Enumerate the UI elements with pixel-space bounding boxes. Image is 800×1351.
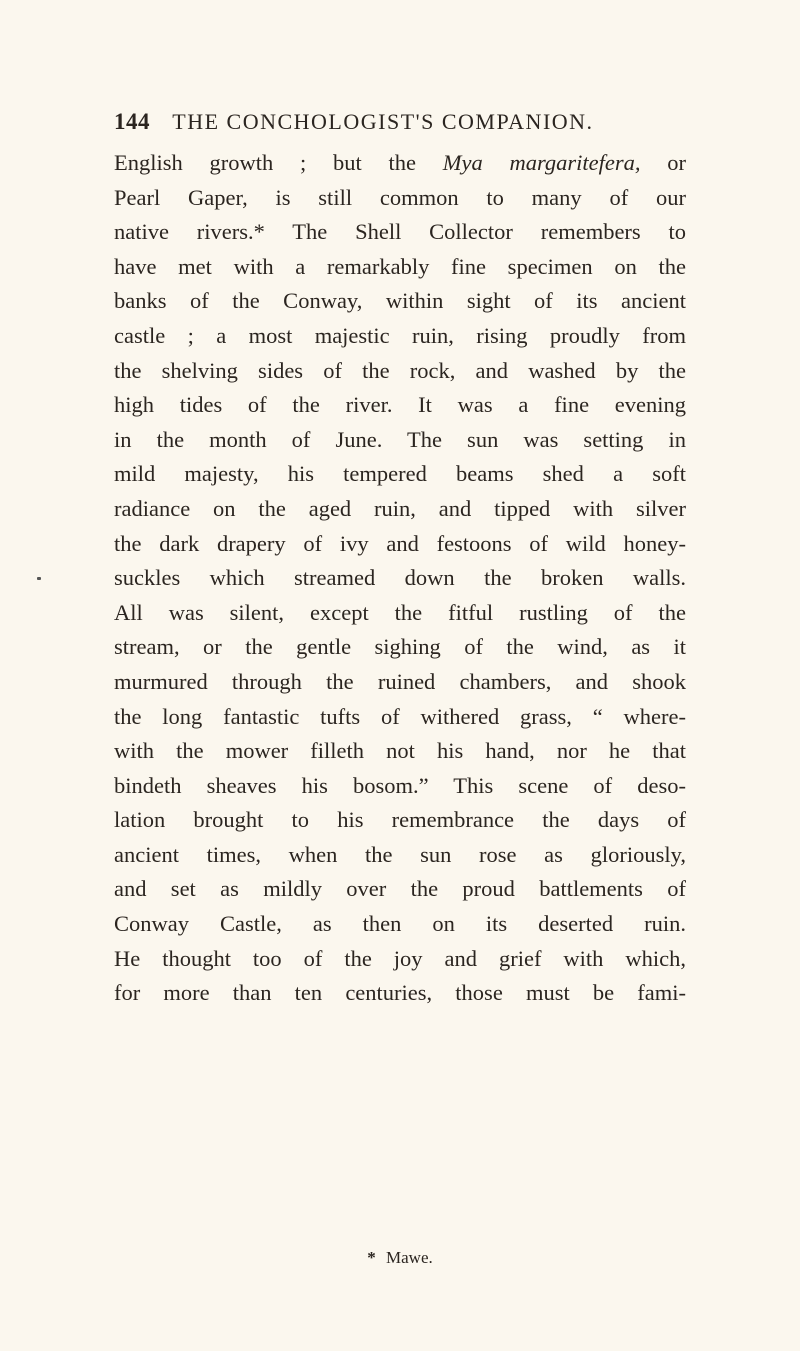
text-line: in the month of June. The sun was setting in [114, 426, 686, 452]
text-line: with the mower filleth not his hand, nor he that [114, 738, 686, 764]
italic-text: Mya margaritefera, [442, 150, 641, 175]
footnote [0, 1247, 800, 1269]
text-line: native rivers.* The Shell Collector remembers to [114, 219, 686, 245]
text-line: the shelving sides of the rock, and washed by the [114, 357, 686, 383]
text-line: bindeth sheaves his bosom.” This scene of deso- [114, 772, 686, 798]
text-line: stream, or the gentle sighing of the wind, as it [114, 634, 686, 660]
text-line: radiance on the aged ruin, and tipped with silver [114, 495, 686, 521]
page-header [114, 107, 714, 137]
text-line: Conway Castle, as then on its deserted ruin. [114, 911, 686, 937]
text-line: castle ; a most majestic ruin, rising proudly from [114, 322, 686, 348]
text-line: and set as mildly over the proud battlements of [114, 876, 686, 902]
text-line: for more than ten centuries, those must be fami- [114, 980, 686, 1006]
text-line: the dark drapery of ivy and festoons of wild honey- [114, 530, 686, 556]
footnote-marker: * [367, 1248, 376, 1267]
text-line: mild majesty, his tempered beams shed a soft [114, 461, 686, 487]
text-line: Pearl Gaper, is still common to many of our [114, 184, 686, 210]
text-line: murmured through the ruined chambers, and shook [114, 668, 686, 694]
text-line: the long fantastic tufts of withered grass, “ where- [114, 703, 686, 729]
running-title: THE CONCHOLOGIST'S COMPANION. [172, 109, 594, 134]
text-line: suckles which streamed down the broken walls. [114, 565, 686, 591]
text-line: All was silent, except the fitful rustling of the [114, 599, 686, 625]
margin-mark [37, 577, 41, 580]
footnote-text: Mawe. [386, 1248, 433, 1267]
text-line: banks of the Conway, within sight of its ancient [114, 288, 686, 314]
text-line: He thought too of the joy and grief with which, [114, 945, 686, 971]
text-line: English growth ; but the Mya margaritefera, or [114, 150, 686, 175]
text-line: lation brought to his remembrance the days of [114, 807, 686, 833]
text-line: ancient times, when the sun rose as gloriously, [114, 841, 686, 867]
page-number: 144 [114, 109, 150, 134]
body-text [114, 146, 686, 1011]
text-line: high tides of the river. It was a fine evening [114, 392, 686, 418]
text-line: have met with a remarkably fine specimen on the [114, 253, 686, 279]
